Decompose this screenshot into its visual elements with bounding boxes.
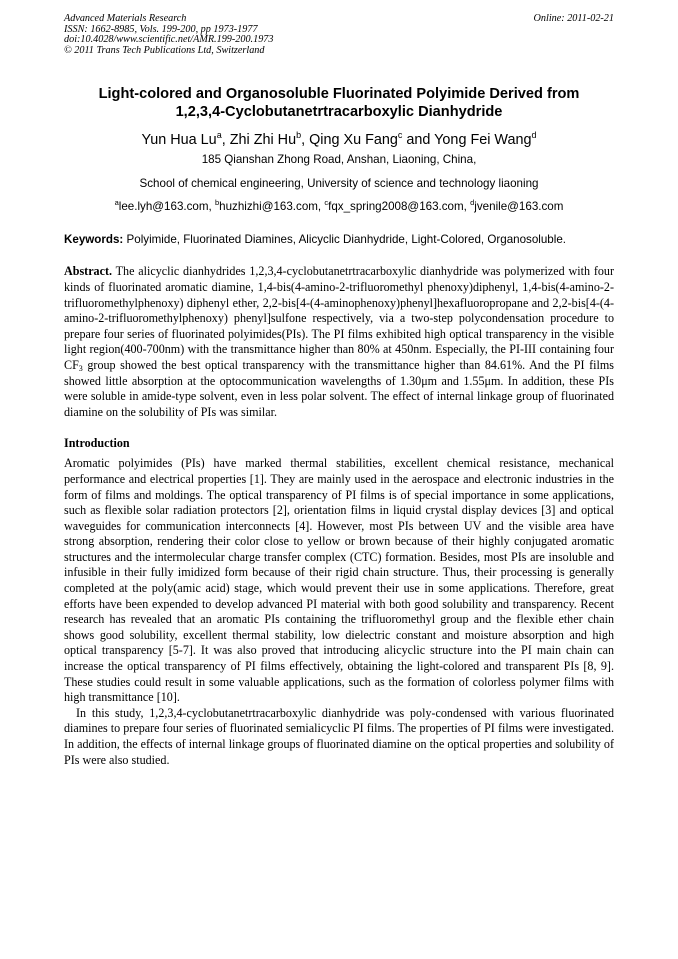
author-name: Zhi Zhi Hu (229, 132, 297, 149)
author-superscript: c (397, 130, 403, 141)
author-name: Qing Xu Fang (309, 132, 398, 149)
doi-line: doi:10.4028/www.scientific.net/AMR.199-200.1973 (64, 34, 274, 46)
author-name: Yun Hua Lu (141, 132, 217, 149)
affiliation-block (64, 153, 614, 214)
author-list: Yun Hua Lu$^a$, Zhi Zhi Hu$^b$, Qing Xu Fang$^c$ and Yong Fei Wang$^d$ (141, 130, 537, 149)
email-address[interactable]: fqx_spring2008@163.com, (328, 200, 467, 214)
email-address[interactable]: huzhizhi@163.com, (219, 200, 322, 214)
affiliation-school: School of chemical engineering, University of science and technology liaoning (139, 177, 539, 191)
keywords-label: Keywords: (64, 233, 124, 247)
introduction-heading: Introduction (64, 436, 130, 451)
author-superscript: b (296, 130, 302, 141)
title-line-2: 1,2,3,4-Cyclobutanetrtracarboxylic Dianhydride (175, 104, 503, 121)
author-name: Yong Fei Wang (434, 132, 532, 149)
issn-line: ISSN: 1662-8985, Vols. 199-200, pp 1973-1977 (64, 23, 258, 35)
abstract-text-1: The alicyclic dianhydrides 1,2,3,4-cyclobutanetrtracarboxylic dianhydride was polymerized with four kinds of fluorinated aromatic diamine, 1,4-bis(4-amino-2-trifluoromethyl phenoxy)diphenyl, 1,4-bis(4-amino-2-trifluoromethylphenoxy) diphenyl ether, 2,2-bis[4-(4-aminophenoxy)phenyl]hexafluoropropane and 2,2-bis[4-(4-amino-2-trifluoromethylphenoxy) phenyl]sulfone respectively, via a two-step polycondensation procedure to prepare four series of fluorinated polyimides(PIs). The PI films exhibited high optical transparency in the visible light region(400-700nm) with the transmittance higher than 80% at 450nm. Especially, the PI-III containing four CF (64, 264, 614, 372)
cf3-subscript: 3 (78, 363, 83, 373)
email-address[interactable]: lee.lyh@163.com, (118, 200, 212, 214)
author-superscript: a (216, 130, 222, 141)
author-superscript: d (531, 130, 537, 141)
paper-page (64, 14, 614, 768)
email-superscript: a (114, 198, 119, 208)
abstract-text-2: group showed the best optical transparency with the transmittance higher than 84.61%. And the PI films showed little absorption at the optocommunication wavelengths of 1.30μm and 1.55μm. In addition, these PIs were soluble in amide-type solvent, even in less polar solvent. The effect of internal linkage group of fluorinated diamine on the solubility of PIs was similar. (64, 357, 614, 419)
introduction-paragraph-2: In this study, 1,2,3,4-cyclobutanetrtracarboxylic dianhydride was poly-condensed with various fluorinated diamines to prepare four series of fluorinated semialicyclic PI films. The properties of PI films were investigated. In addition, the effects of internal linkage groups of fluorinated diamine on the optical properties and solubility of PIs were also studied. (64, 705, 614, 767)
keywords (64, 233, 614, 247)
keywords-text: Polyimide, Fluorinated Diamines, Alicyclic Dianhydride, Light-Colored, Organosoluble. (126, 233, 566, 247)
introduction-paragraph-1: Aromatic polyimides (PIs) have marked thermal stabilities, excellent chemical resistance, mechanical performance and electrical properties [1]. They are mainly used in the aerospace and electronic industries in the form of films and moldings. The optical transparency of PI films is of special importance in some applications, such as flexible solar radiation protectors [2], orientation films in liquid crystal display devices [3] and optical waveguides for communication interconnects [4]. However, most PIs between UV and the visible area have strong absorption, rendering their color close to yellow or brown because of their highly conjugated aromatic structures and the intermolecular charge transfer complex (CTC) formation. Besides, most PIs are insoluble and infusible in their fully imidized form because of their rigid chain structure. Thus, their processing is generally completed at the poly(amic acid) stage, which would prevent their use in some applications. Therefore, great efforts have been expended to develop advanced PI material with both good solubility and transparency. Recent research has revealed that an aromatic PIs containing the trifluoromethyl group and the flexible ether chain shows good solubility, excellent thermal stability, low dielectric constant and moisture absorption and high optical transparency [5-7]. It was also proved that introducing alicyclic structure into the PI main chain can increase the optical transparency of PI films effectively, obtaining the light-colored and transparent PIs [8, 9]. These studies could result in some valuable applications, such as the formation of colorless polymer films with high transmittance [10]. (64, 456, 614, 705)
email-line (64, 200, 614, 214)
email-superscript: c (324, 198, 329, 208)
email-superscript: d (470, 198, 475, 208)
affiliation-address: 185 Qianshan Zhong Road, Anshan, Liaoning, China, (201, 153, 477, 167)
title-line-1: Light-colored and Organosoluble Fluorinated Polyimide Derived from (98, 86, 580, 103)
abstract (64, 264, 614, 420)
author-conjunction: and (406, 132, 431, 149)
abstract-label: Abstract. (64, 264, 113, 279)
journal-name: Advanced Materials Research (64, 13, 187, 24)
copyright-line: © 2011 Trans Tech Publications Ltd, Switzerland (64, 44, 265, 56)
email-address[interactable]: jvenile@163.com (474, 200, 564, 214)
email-superscript: b (214, 198, 220, 208)
running-header (64, 14, 614, 56)
online-date: Online: 2011-02-21 (533, 13, 614, 24)
paper-title (64, 85, 614, 121)
